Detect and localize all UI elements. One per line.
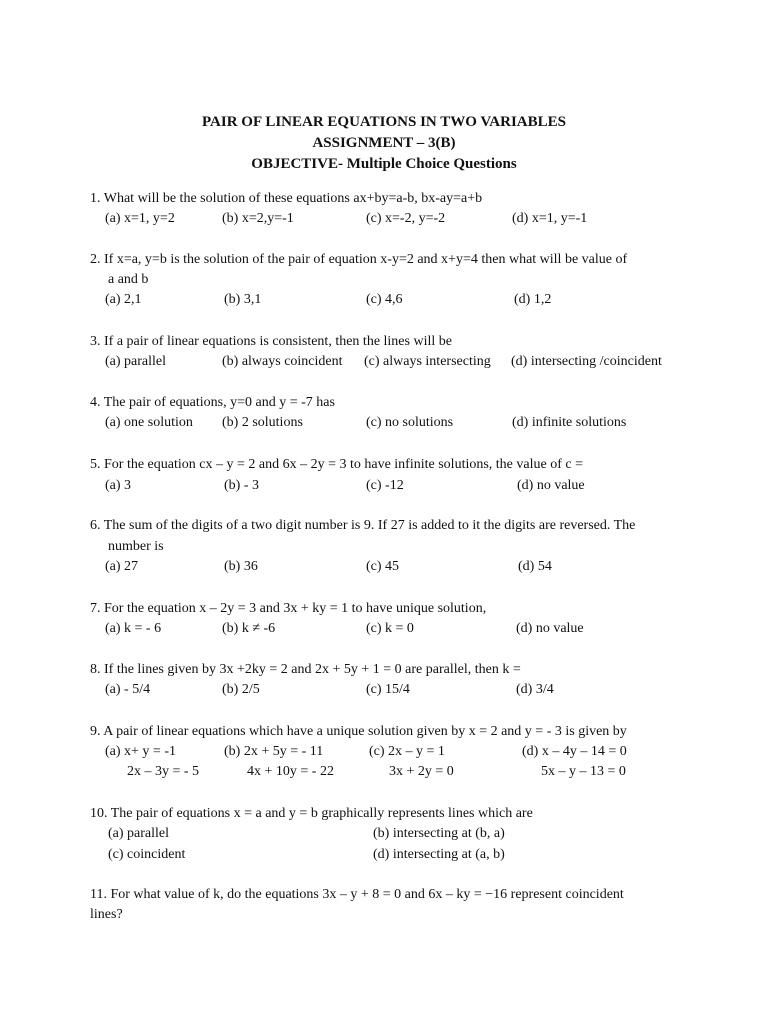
q5-option-a: (a) 3 <box>105 478 132 493</box>
question-5: 5. For the equation cx – y = 2 and 6x – 2y = 3 to have infinite solutions, the value of c = <box>90 457 583 472</box>
question-6-cont: number is <box>108 539 164 554</box>
q4-option-a: (a) one solution <box>105 415 193 430</box>
q8-option-d: (d) 3/4 <box>516 682 554 697</box>
question-1: 1. What will be the solution of these equations ax+by=a-b, bx-ay=a+b <box>90 191 483 206</box>
q8-option-b: (b) 2/5 <box>222 682 260 697</box>
question-2-cont: a and b <box>108 272 149 287</box>
question-6: 6. The sum of the digits of a two digit number is 9. If 27 is added to it the digits are reversed. The <box>90 518 636 533</box>
q6-option-d: (d) 54 <box>518 559 552 574</box>
q4-option-b: (b) 2 solutions <box>222 415 303 430</box>
q3-option-a: (a) parallel <box>105 354 167 369</box>
q3-option-c: (c) always intersecting <box>364 354 491 369</box>
q1-option-d: (d) x=1, y=-1 <box>512 211 588 226</box>
q4-option-d: (d) infinite solutions <box>512 415 627 430</box>
section-heading: OBJECTIVE- Multiple Choice Questions <box>251 156 517 172</box>
question-7: 7. For the equation x – 2y = 3 and 3x + ky = 1 to have unique solution, <box>90 601 487 616</box>
q9-option-d-line2: 5x – y – 13 = 0 <box>541 764 626 779</box>
q9-option-d: (d) x – 4y – 14 = 0 <box>522 744 627 759</box>
q10-option-a: (a) parallel <box>108 826 170 841</box>
q4-option-c: (c) no solutions <box>366 415 454 430</box>
q5-option-d: (d) no value <box>517 478 585 493</box>
q6-option-b: (b) 36 <box>224 559 258 574</box>
q8-option-c: (c) 15/4 <box>366 682 410 697</box>
question-10: 10. The pair of equations x = a and y = b graphically represents lines which are <box>90 806 533 821</box>
question-11-cont: lines? <box>90 907 123 922</box>
assignment-label: ASSIGNMENT – 3(B) <box>312 135 456 151</box>
question-9: 9. A pair of linear equations which have a unique solution given by x = 2 and y = - 3 is given by <box>90 724 627 739</box>
question-11: 11. For what value of k, do the equations 3x – y + 8 = 0 and 6x – ky = −16 represent coincident <box>90 887 624 902</box>
q9-option-b-line2: 4x + 10y = - 22 <box>247 764 334 779</box>
q3-option-b: (b) always coincident <box>222 354 343 369</box>
question-4: 4. The pair of equations, y=0 and y = -7 has <box>90 395 335 410</box>
q5-option-b: (b) - 3 <box>224 478 259 493</box>
q10-option-d: (d) intersecting at (a, b) <box>373 847 505 862</box>
document-title: PAIR OF LINEAR EQUATIONS IN TWO VARIABLES <box>202 114 566 130</box>
q10-option-b: (b) intersecting at (b, a) <box>373 826 505 841</box>
q1-option-b: (b) x=2,y=-1 <box>222 211 294 226</box>
q9-option-b: (b) 2x + 5y = - 11 <box>224 744 324 759</box>
q8-option-a: (a) - 5/4 <box>105 682 151 697</box>
q2-option-c: (c) 4,6 <box>366 292 403 307</box>
q7-option-d: (d) no value <box>516 621 584 636</box>
q9-option-a-line2: 2x – 3y = - 5 <box>127 764 200 779</box>
q1-option-a: (a) x=1, y=2 <box>105 211 175 226</box>
question-8: 8. If the lines given by 3x +2ky = 2 and 2x + 5y + 1 = 0 are parallel, then k = <box>90 662 521 677</box>
q10-option-c: (c) coincident <box>108 847 186 862</box>
q7-option-c: (c) k = 0 <box>366 621 414 636</box>
q2-option-b: (b) 3,1 <box>224 292 262 307</box>
q7-option-a: (a) k = - 6 <box>105 621 162 636</box>
q6-option-c: (c) 45 <box>366 559 400 574</box>
q2-option-a: (a) 2,1 <box>105 292 142 307</box>
question-2: 2. If x=a, y=b is the solution of the pair of equation x-y=2 and x+y=4 then what will be value of <box>90 252 628 267</box>
q2-option-d: (d) 1,2 <box>514 292 552 307</box>
q1-option-c: (c) x=-2, y=-2 <box>366 211 446 226</box>
question-3: 3. If a pair of linear equations is consistent, then the lines will be <box>90 334 452 349</box>
q9-option-c-line2: 3x + 2y = 0 <box>389 764 454 779</box>
q9-option-a: (a) x+ y = -1 <box>105 744 176 759</box>
q7-option-b: (b) k ≠ -6 <box>222 621 276 636</box>
q5-option-c: (c) -12 <box>366 478 404 493</box>
q3-option-d: (d) intersecting /coincident <box>511 354 662 369</box>
q9-option-c: (c) 2x – y = 1 <box>369 744 445 759</box>
q6-option-a: (a) 27 <box>105 559 139 574</box>
